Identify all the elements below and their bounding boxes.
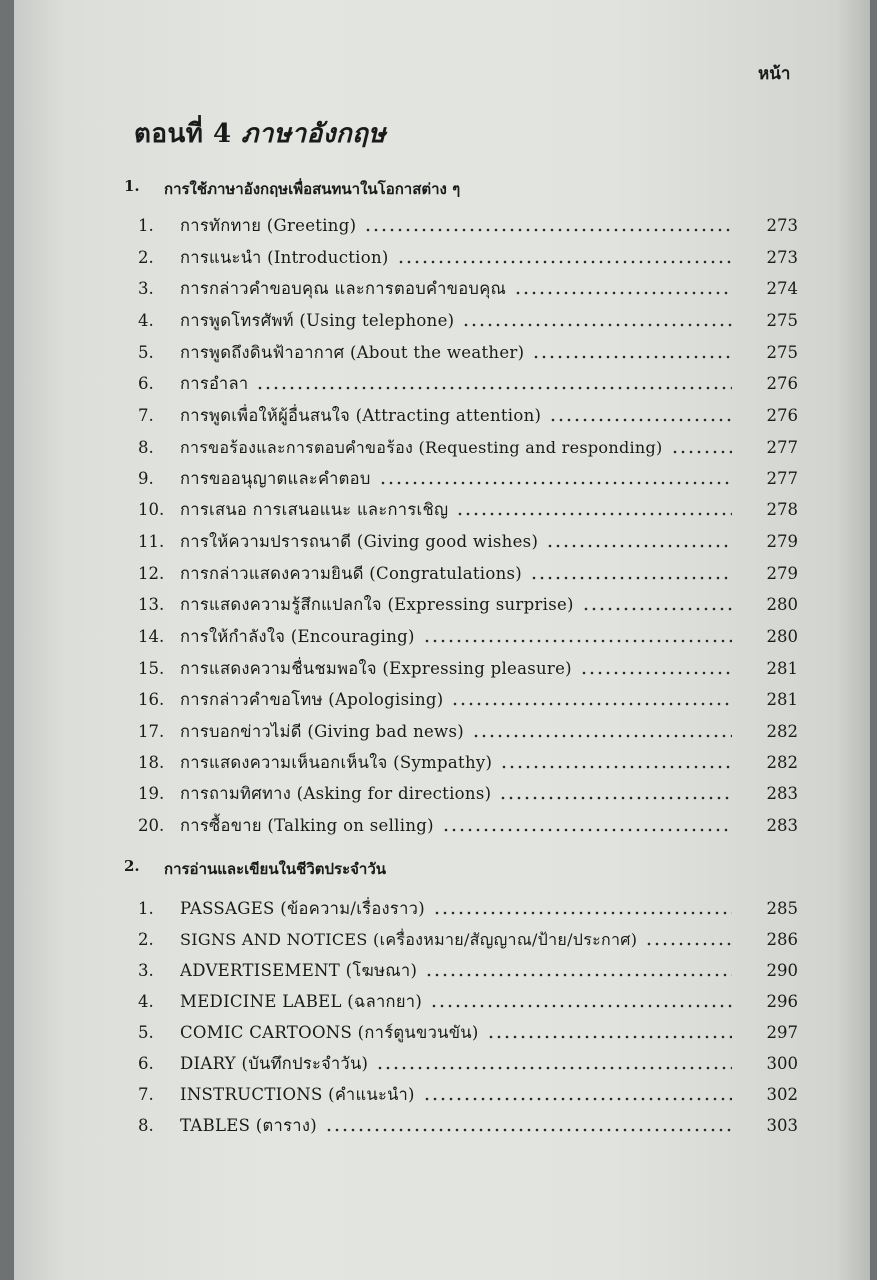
part-number: ตอนที่ 4 (134, 119, 232, 149)
item-number: 1. (138, 216, 154, 235)
item-number: 11. (138, 532, 165, 551)
item-number: 3. (138, 961, 154, 980)
item-title: การพูดถึงดินฟ้าอากาศ (About the weather) (180, 343, 525, 362)
dot-leader (514, 289, 732, 297)
item-title: การกล่าวแสดงความยินดี (Congratulations) (180, 564, 523, 583)
dot-leader (442, 826, 732, 834)
toc-row[interactable] (138, 989, 798, 1015)
page-number: 290 (766, 961, 798, 980)
item-number: 17. (138, 722, 165, 741)
dot-leader (425, 971, 732, 979)
toc-row[interactable] (138, 213, 798, 239)
book-page (14, 0, 870, 1280)
item-number: 2. (138, 248, 154, 267)
dot-leader (671, 448, 732, 456)
item-number: 13. (138, 595, 165, 614)
page-number: 283 (766, 816, 798, 835)
toc-row[interactable] (138, 245, 798, 271)
dot-leader (433, 909, 732, 917)
item-number: 7. (138, 1085, 154, 1104)
page-number: 302 (766, 1085, 798, 1104)
page-number: 276 (766, 374, 798, 393)
toc-row[interactable] (138, 435, 798, 461)
page-number: 278 (766, 500, 798, 519)
item-title: การขออนุญาตและคำตอบ (180, 469, 371, 488)
item-title: การซื้อขาย (Talking on selling) (180, 816, 434, 835)
item-title: การถามทิศทาง (Asking for directions) (180, 784, 492, 803)
toc-row[interactable] (138, 927, 798, 953)
item-title: COMIC CARTOONS (การ์ตูนขวนขัน) (180, 1023, 479, 1042)
page-number: 279 (766, 532, 798, 551)
page-number: 279 (766, 564, 798, 583)
dot-leader (397, 258, 732, 266)
item-title: การอำลา (180, 374, 249, 393)
item-number: 6. (138, 1054, 154, 1073)
item-number: 14. (138, 627, 165, 646)
item-number: 5. (138, 343, 154, 362)
page-number: 276 (766, 406, 798, 425)
item-title: การเสนอ การเสนอแนะ และการเชิญ (180, 500, 449, 519)
item-number: 8. (138, 1116, 154, 1135)
dot-leader (582, 605, 732, 613)
page-number: 277 (766, 438, 798, 457)
section-title: การใช้ภาษาอังกฤษเพื่อสนทนาในโอกาสต่าง ๆ (164, 180, 461, 198)
toc-row[interactable] (138, 719, 798, 745)
page-number: 297 (766, 1023, 798, 1042)
toc-row[interactable] (138, 497, 798, 523)
dot-leader (423, 1095, 732, 1103)
page-number: 273 (766, 248, 798, 267)
item-number: 18. (138, 753, 165, 772)
dot-leader (487, 1033, 732, 1041)
item-number: 8. (138, 438, 154, 457)
toc-row[interactable] (138, 276, 798, 302)
item-number: 6. (138, 374, 154, 393)
dot-leader (462, 321, 732, 329)
page-number: 296 (766, 992, 798, 1011)
item-number: 1. (138, 899, 154, 918)
page-number: 273 (766, 216, 798, 235)
toc-row[interactable] (138, 340, 798, 366)
item-number: 4. (138, 311, 154, 330)
item-title: การแสดงความรู้สึกแปลกใจ (Expressing surprise) (180, 595, 574, 614)
page-number: 282 (766, 753, 798, 772)
toc-row[interactable] (138, 813, 798, 839)
dot-leader (532, 353, 732, 361)
item-title: ADVERTISEMENT (โฆษณา) (180, 961, 418, 980)
toc-row[interactable] (138, 592, 798, 618)
item-title: การกล่าวคำขอโทษ (Apologising) (180, 690, 444, 709)
section-heading (124, 857, 724, 881)
item-number: 15. (138, 659, 165, 678)
item-title: การให้ความปรารถนาดี (Giving good wishes) (180, 532, 539, 551)
part-title (134, 113, 386, 154)
item-title: การขอร้องและการตอบคำขอร้อง (Requesting and responding) (180, 438, 663, 457)
toc-row[interactable] (138, 466, 798, 492)
item-title: TABLES (ตาราง) (180, 1116, 317, 1135)
item-number: 2. (138, 930, 154, 949)
part-subtitle: ภาษาอังกฤษ (241, 119, 387, 149)
toc-row[interactable] (138, 1082, 798, 1108)
toc-row[interactable] (138, 781, 798, 807)
toc-row[interactable] (138, 1113, 798, 1139)
page-number: 281 (766, 690, 798, 709)
page-number: 280 (766, 595, 798, 614)
dot-leader (546, 542, 732, 550)
page-number: 275 (766, 311, 798, 330)
item-title: การพูดโทรศัพท์ (Using telephone) (180, 311, 455, 330)
page-column-label: หน้า (758, 64, 791, 84)
item-number: 5. (138, 1023, 154, 1042)
page-number: 285 (766, 899, 798, 918)
item-number: 3. (138, 279, 154, 298)
toc-row[interactable] (138, 750, 798, 776)
dot-leader (376, 1064, 732, 1072)
toc-row[interactable] (138, 1020, 798, 1046)
dot-leader (472, 732, 732, 740)
dot-leader (580, 669, 732, 677)
item-title: การแสดงความชื่นชมพอใจ (Expressing pleasure) (180, 659, 572, 678)
page-number: 300 (766, 1054, 798, 1073)
toc-row[interactable] (138, 371, 798, 397)
toc-row[interactable] (138, 403, 798, 429)
dot-leader (256, 384, 732, 392)
page-number: 274 (766, 279, 798, 298)
dot-leader (430, 1002, 732, 1010)
toc-row[interactable] (138, 624, 798, 650)
dot-leader (499, 794, 732, 802)
item-number: 12. (138, 564, 165, 583)
item-number: 4. (138, 992, 154, 1011)
item-title: DIARY (บันทึกประจำวัน) (180, 1054, 369, 1073)
dot-leader (325, 1126, 732, 1134)
section-heading (124, 177, 724, 201)
item-title: SIGNS AND NOTICES (เครื่องหมาย/สัญญาณ/ป้าย/ประกาศ) (180, 930, 638, 949)
page-number: 277 (766, 469, 798, 488)
item-title: การกล่าวคำขอบคุณ และการตอบคำขอบคุณ (180, 279, 507, 298)
dot-leader (456, 510, 732, 518)
dot-leader (423, 637, 732, 645)
toc-row[interactable] (138, 656, 798, 682)
item-title: การแนะนำ (Introduction) (180, 248, 389, 267)
dot-leader (645, 940, 732, 948)
toc-row[interactable] (138, 896, 798, 922)
item-title: การบอกข่าวไม่ดี (Giving bad news) (180, 722, 464, 741)
dot-leader (500, 763, 732, 771)
toc-row[interactable] (138, 687, 798, 713)
section-title: การอ่านและเขียนในชีวิตประจำวัน (164, 860, 387, 878)
section-number: 2. (124, 857, 140, 875)
item-title: การทักทาย (Greeting) (180, 216, 357, 235)
item-title: การให้กำลังใจ (Encouraging) (180, 627, 415, 646)
item-number: 19. (138, 784, 165, 803)
item-title: INSTRUCTIONS (คำแนะนำ) (180, 1085, 415, 1104)
item-number: 16. (138, 690, 165, 709)
page-number: 286 (766, 930, 798, 949)
dot-leader (451, 700, 732, 708)
toc-row[interactable] (138, 561, 798, 587)
item-title: การแสดงความเห็นอกเห็นใจ (Sympathy) (180, 753, 493, 772)
item-number: 7. (138, 406, 154, 425)
page-number: 280 (766, 627, 798, 646)
page-number: 283 (766, 784, 798, 803)
item-title: PASSAGES (ข้อความ/เรื่องราว) (180, 899, 425, 918)
toc-row[interactable] (138, 308, 798, 334)
dot-leader (549, 416, 732, 424)
page-number: 282 (766, 722, 798, 741)
dot-leader (530, 574, 732, 582)
dot-leader (364, 226, 732, 234)
dot-leader (379, 479, 732, 487)
item-title: MEDICINE LABEL (ฉลากยา) (180, 992, 423, 1011)
page-number: 275 (766, 343, 798, 362)
item-number: 10. (138, 500, 165, 519)
toc-row[interactable] (138, 529, 798, 555)
page-number: 303 (766, 1116, 798, 1135)
item-number: 20. (138, 816, 165, 835)
page-number: 281 (766, 659, 798, 678)
toc-row[interactable] (138, 1051, 798, 1077)
item-title: การพูดเพื่อให้ผู้อื่นสนใจ (Attracting attention) (180, 406, 542, 425)
item-number: 9. (138, 469, 154, 488)
section-number: 1. (124, 177, 140, 195)
toc-row[interactable] (138, 958, 798, 984)
